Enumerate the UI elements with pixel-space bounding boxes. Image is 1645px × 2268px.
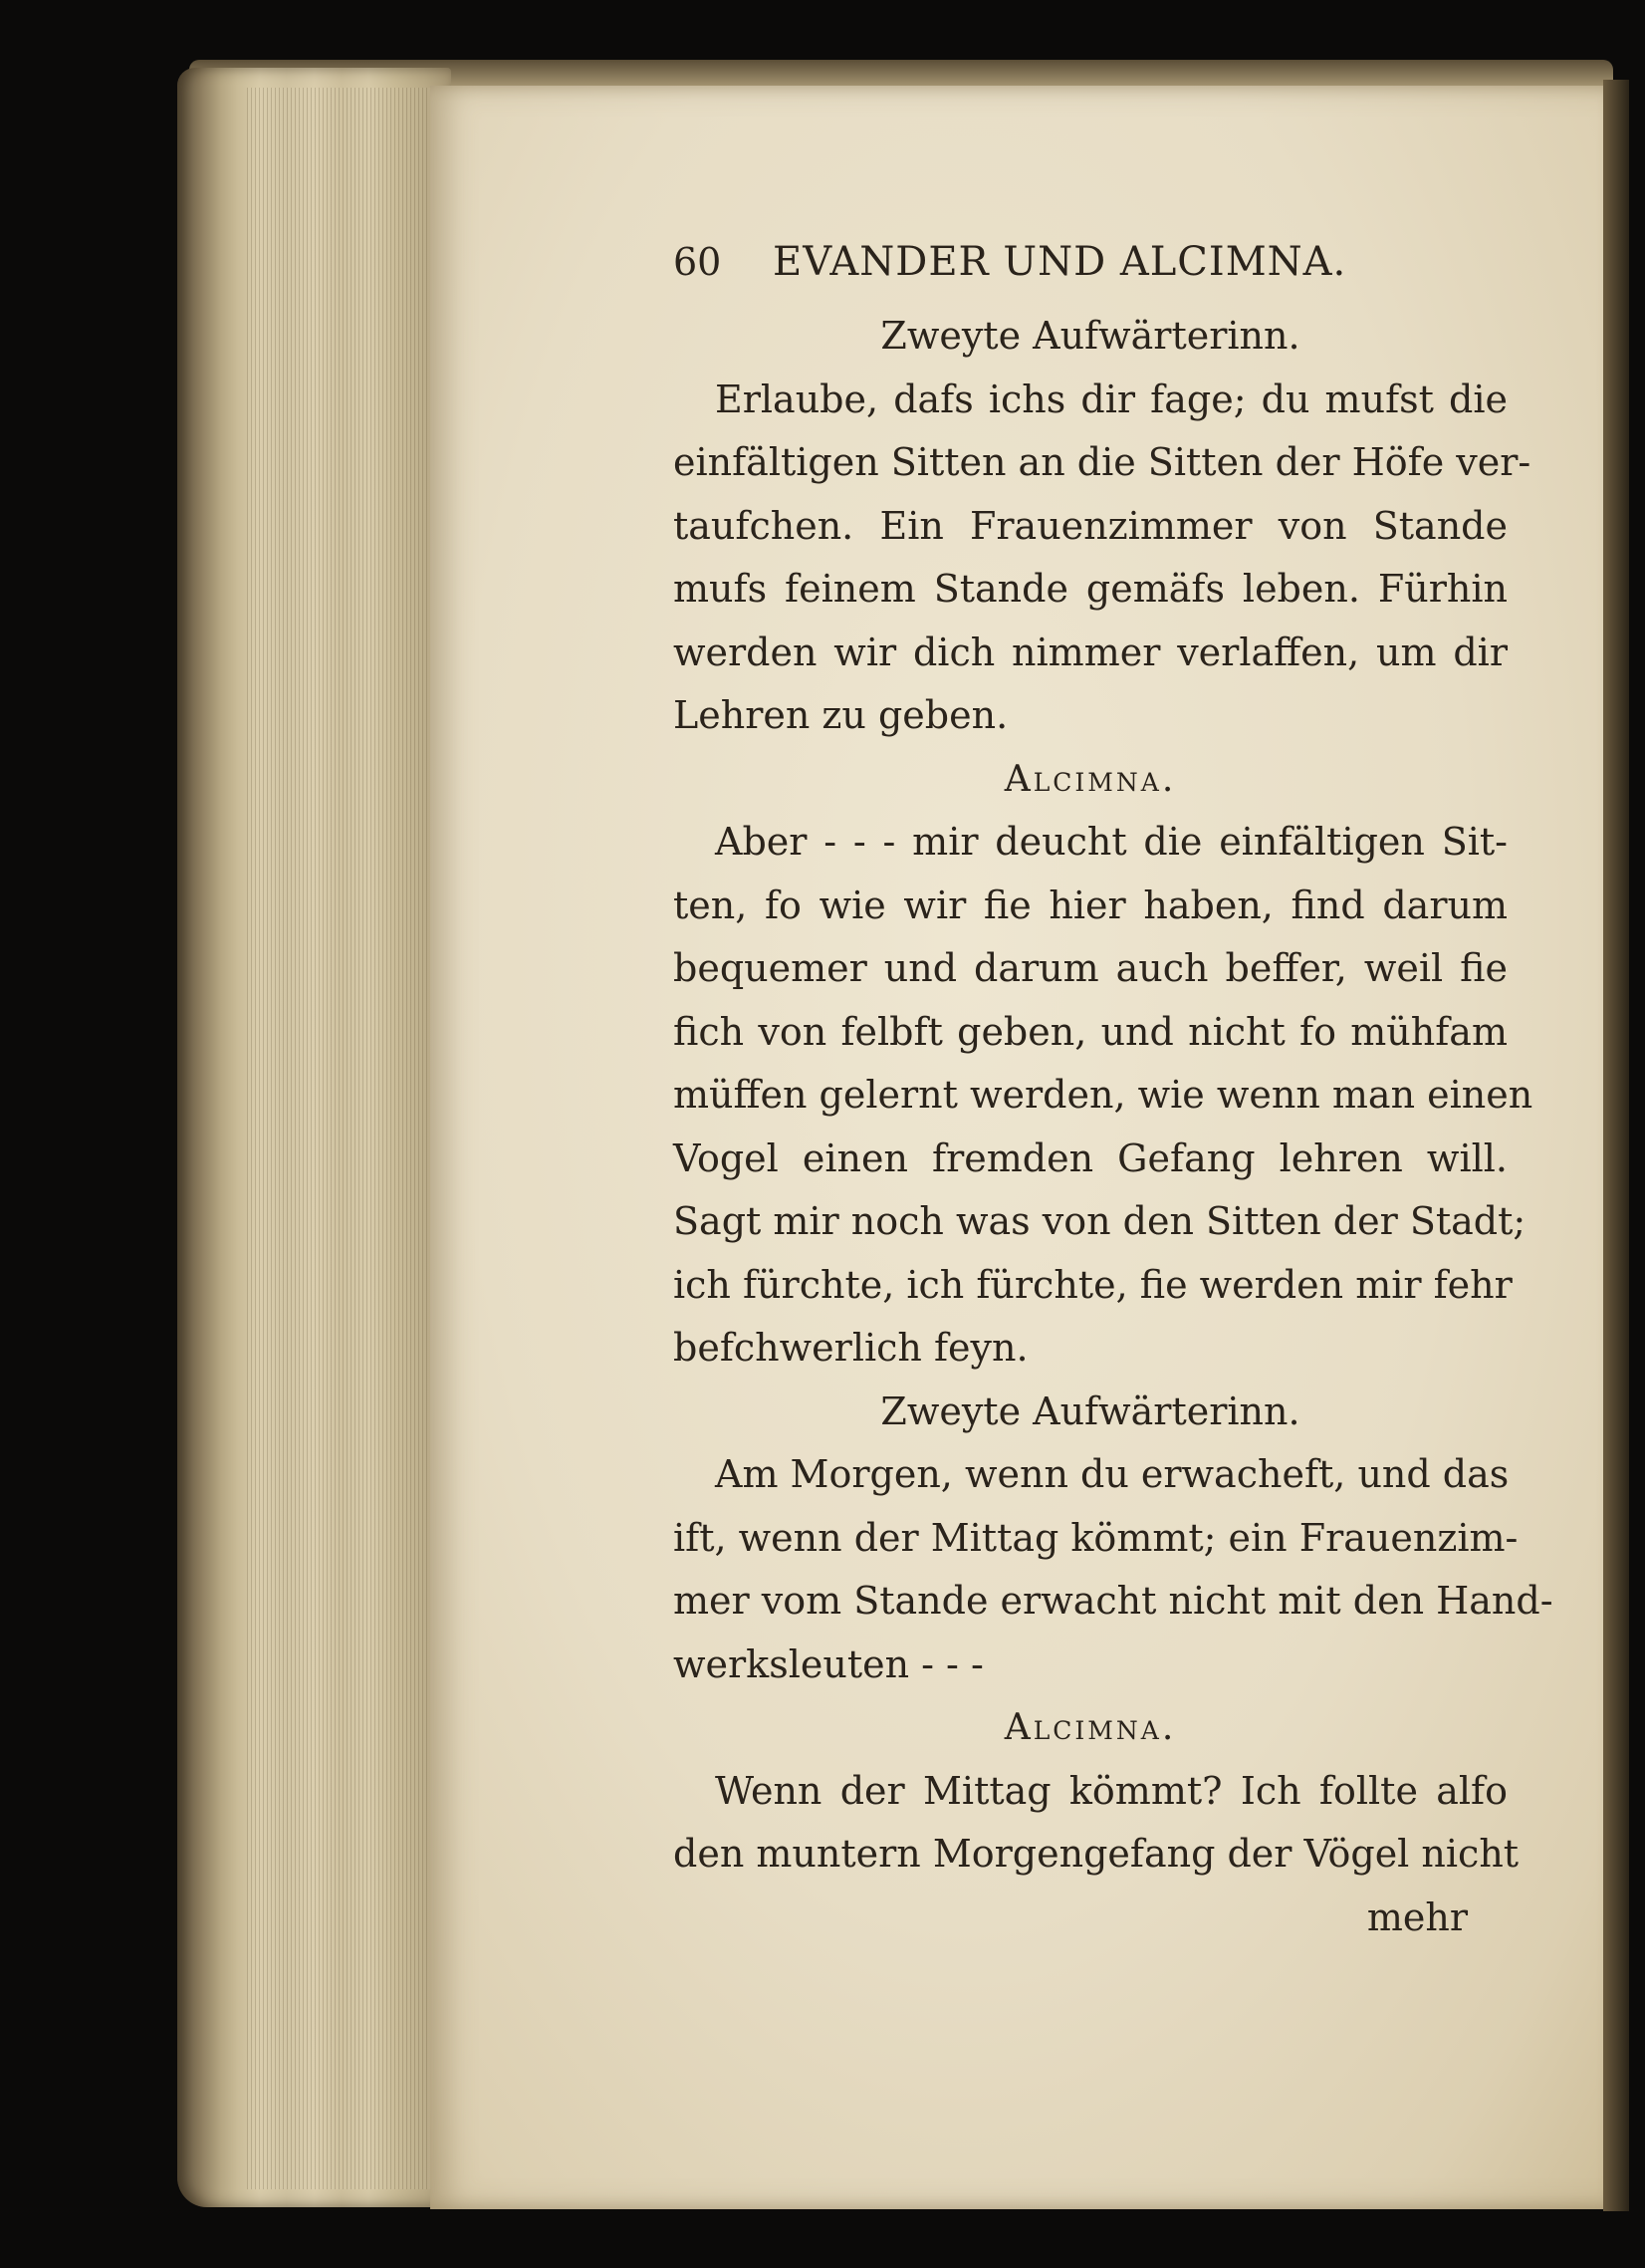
text-line: bequemer und darum auch beffer, weil fie — [673, 946, 1508, 990]
text-line: werksleuten - - - — [673, 1641, 984, 1686]
text-line: ich fürchte, ich fürchte, fie werden mir fehr — [673, 1262, 1513, 1307]
text-line: Aber - - - mir deucht die einfältigen Sit- — [715, 820, 1508, 864]
body-text — [673, 305, 1553, 1887]
speaker-heading: Zweyte Aufwärterinn. — [880, 1388, 1300, 1433]
text-line: Lehren zu geben. — [673, 693, 1009, 737]
text-line: ten, fo wie wir fie hier haben, find darum — [673, 882, 1508, 927]
text-line: fich von felbft geben, und nicht fo mühfam — [673, 1009, 1508, 1054]
speaker-heading: Zweyte Aufwärterinn. — [880, 314, 1300, 358]
text-line: müffen gelernt werden, wie wenn man einen — [673, 1073, 1533, 1117]
text-line: mer vom Stande erwacht nicht mit den Hand- — [673, 1579, 1553, 1623]
text-line: Wenn der Mittag kömmt? Ich follte alfo — [715, 1768, 1508, 1813]
text-line: ift, wenn der Mittag kömmt; ein Frauenzim- — [673, 1515, 1519, 1560]
text-line: befchwerlich feyn. — [673, 1326, 1029, 1370]
text-line: Am Morgen, wenn du erwacheft, und das — [715, 1452, 1510, 1496]
text-line: einfältigen Sitten an die Sitten der Höfe ver- — [673, 440, 1531, 484]
text-line: Vogel einen fremden Gefang lehren will. — [673, 1135, 1508, 1180]
text-line: mufs feinem Stande gemäfs leben. Fürhin — [673, 567, 1508, 611]
speaker-heading: Alcimna. — [1004, 1707, 1177, 1748]
text-line: Sagt mir noch was von den Sitten der Stadt; — [673, 1199, 1527, 1243]
page-number: 60 — [673, 240, 722, 284]
text-line: Erlaube, dafs ichs dir fage; du mufst die — [715, 377, 1508, 421]
running-title: EVANDER UND ALCIMNA. — [773, 239, 1347, 285]
page-edges — [177, 68, 451, 2207]
gutter — [1603, 80, 1629, 2211]
speaker-heading: Alcimna. — [1004, 758, 1177, 800]
text-block — [673, 239, 1553, 1949]
text-line: werden wir dich nimmer verlaffen, um dir — [673, 630, 1508, 674]
text-line: taufchen. Ein Frauenzimmer von Stande — [673, 503, 1508, 548]
text-line: den muntern Morgengefang der Vögel nicht — [673, 1832, 1520, 1876]
page-header — [673, 239, 1508, 299]
catchword: mehr — [1366, 1894, 1468, 1939]
